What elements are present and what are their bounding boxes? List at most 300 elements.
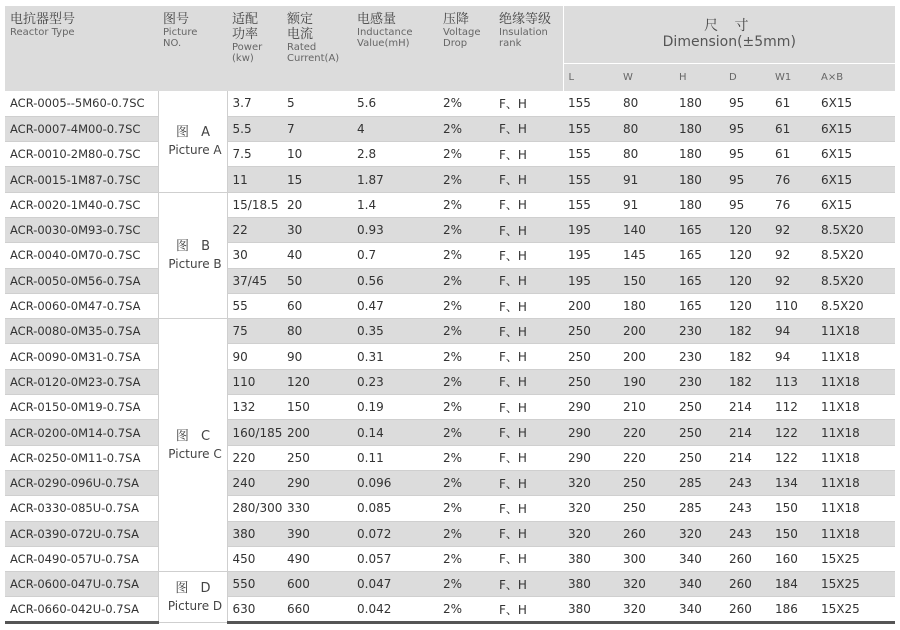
table-body — [5, 91, 895, 622]
cell-inductance: 0.14 — [352, 420, 438, 445]
cell-dim-w1: 76 — [770, 167, 816, 192]
cell-inductance: 1.87 — [352, 167, 438, 192]
cell-dim-d: 95 — [724, 116, 770, 141]
cell-inductance: 4 — [352, 116, 438, 141]
cell-power: 22 — [227, 217, 282, 242]
cell-voltage-drop: 2% — [438, 116, 494, 141]
cell-dim-h: 285 — [674, 496, 724, 521]
cell-dim-axb: 15X25 — [816, 597, 895, 622]
cell-inductance: 0.047 — [352, 572, 438, 597]
cell-dim-axb: 11X18 — [816, 395, 895, 420]
cell-voltage-drop: 2% — [438, 496, 494, 521]
cell-dim-d: 120 — [724, 268, 770, 293]
header-dim-axb: A×B — [816, 63, 895, 91]
cell-insulation: F、H — [494, 470, 563, 495]
cell-dim-axb: 8.5X20 — [816, 293, 895, 318]
cell-dim-w: 210 — [618, 395, 674, 420]
cell-dim-w: 220 — [618, 445, 674, 470]
cell-dim-l: 155 — [563, 116, 618, 141]
cell-dim-w1: 61 — [770, 142, 816, 167]
cell-dim-axb: 11X18 — [816, 344, 895, 369]
cell-dim-axb: 6X15 — [816, 192, 895, 217]
cell-model: ACR-0020-1M40-0.7SC — [5, 192, 158, 217]
cell-inductance: 0.23 — [352, 369, 438, 394]
cell-dim-w1: 150 — [770, 496, 816, 521]
cell-insulation: F、H — [494, 217, 563, 242]
cell-dim-w: 320 — [618, 597, 674, 622]
table-row — [5, 91, 895, 116]
cell-dim-d: 95 — [724, 91, 770, 116]
cell-dim-l: 155 — [563, 167, 618, 192]
cell-voltage-drop: 2% — [438, 243, 494, 268]
table-row — [5, 192, 895, 217]
cell-dim-w1: 184 — [770, 572, 816, 597]
cell-dim-l: 155 — [563, 142, 618, 167]
cell-dim-w: 80 — [618, 142, 674, 167]
cell-dim-d: 95 — [724, 142, 770, 167]
cell-dim-h: 180 — [674, 142, 724, 167]
cell-dim-d: 95 — [724, 167, 770, 192]
cell-dim-w: 140 — [618, 217, 674, 242]
cell-dim-w: 91 — [618, 167, 674, 192]
cell-insulation: F、H — [494, 521, 563, 546]
cell-dim-d: 182 — [724, 344, 770, 369]
cell-inductance: 0.19 — [352, 395, 438, 420]
cell-dim-l: 290 — [563, 420, 618, 445]
cell-model: ACR-0290-096U-0.7SA — [5, 470, 158, 495]
cell-voltage-drop: 2% — [438, 167, 494, 192]
cell-dim-axb: 15X25 — [816, 572, 895, 597]
cell-dim-w: 220 — [618, 420, 674, 445]
cell-dim-axb: 11X18 — [816, 445, 895, 470]
cell-voltage-drop: 2% — [438, 546, 494, 571]
cell-model: ACR-0660-042U-0.7SA — [5, 597, 158, 622]
cell-dim-w: 300 — [618, 546, 674, 571]
cell-dim-l: 290 — [563, 395, 618, 420]
cell-dim-w: 320 — [618, 572, 674, 597]
cell-dim-l: 380 — [563, 546, 618, 571]
header-picture: 图号 Picture NO. — [158, 6, 227, 91]
cell-voltage-drop: 2% — [438, 521, 494, 546]
cell-model: ACR-0040-0M70-0.7SC — [5, 243, 158, 268]
cell-inductance: 0.072 — [352, 521, 438, 546]
cell-voltage-drop: 2% — [438, 445, 494, 470]
cell-model: ACR-0030-0M93-0.7SC — [5, 217, 158, 242]
cell-power: 5.5 — [227, 116, 282, 141]
cell-dim-h: 230 — [674, 369, 724, 394]
table-row — [5, 142, 895, 167]
cell-current: 50 — [282, 268, 352, 293]
cell-dim-l: 195 — [563, 268, 618, 293]
cell-inductance: 0.7 — [352, 243, 438, 268]
header-dim-h: H — [674, 63, 724, 91]
cell-dim-w1: 160 — [770, 546, 816, 571]
cell-current: 200 — [282, 420, 352, 445]
cell-insulation: F、H — [494, 597, 563, 622]
cell-model: ACR-0005--5M60-0.7SC — [5, 91, 158, 116]
cell-dim-w1: 122 — [770, 445, 816, 470]
header-voltage-drop: 压降 Voltage Drop — [438, 6, 494, 91]
cell-dim-w: 145 — [618, 243, 674, 268]
cell-power: 630 — [227, 597, 282, 622]
cell-power: 160/185 — [227, 420, 282, 445]
table-row — [5, 597, 895, 622]
cell-current: 90 — [282, 344, 352, 369]
cell-dim-axb: 11X18 — [816, 496, 895, 521]
cell-power: 30 — [227, 243, 282, 268]
cell-insulation: F、H — [494, 344, 563, 369]
table-row — [5, 420, 895, 445]
cell-model: ACR-0490-057U-0.7SA — [5, 546, 158, 571]
cell-voltage-drop: 2% — [438, 572, 494, 597]
cell-power: 132 — [227, 395, 282, 420]
cell-model: ACR-0010-2M80-0.7SC — [5, 142, 158, 167]
cell-inductance: 0.35 — [352, 319, 438, 344]
cell-dim-w1: 113 — [770, 369, 816, 394]
cell-current: 30 — [282, 217, 352, 242]
cell-insulation: F、H — [494, 268, 563, 293]
cell-dim-l: 320 — [563, 521, 618, 546]
cell-voltage-drop: 2% — [438, 293, 494, 318]
table-row — [5, 167, 895, 192]
cell-insulation: F、H — [494, 293, 563, 318]
cell-dim-w1: 94 — [770, 319, 816, 344]
cell-dim-h: 340 — [674, 546, 724, 571]
cell-model: ACR-0050-0M56-0.7SA — [5, 268, 158, 293]
cell-power: 240 — [227, 470, 282, 495]
cell-dim-h: 250 — [674, 395, 724, 420]
cell-power: 55 — [227, 293, 282, 318]
cell-dim-w: 150 — [618, 268, 674, 293]
cell-model: ACR-0080-0M35-0.7SA — [5, 319, 158, 344]
cell-dim-w1: 61 — [770, 91, 816, 116]
picture-label-en: Picture B — [168, 257, 222, 272]
cell-current: 20 — [282, 192, 352, 217]
cell-dim-h: 285 — [674, 470, 724, 495]
picture-label-en: Picture D — [167, 598, 223, 613]
cell-dim-w1: 61 — [770, 116, 816, 141]
cell-dim-d: 214 — [724, 445, 770, 470]
cell-inductance: 0.11 — [352, 445, 438, 470]
cell-current: 490 — [282, 546, 352, 571]
cell-power: 15/18.5 — [227, 192, 282, 217]
cell-power: 75 — [227, 319, 282, 344]
cell-power: 7.5 — [227, 142, 282, 167]
cell-dim-w1: 186 — [770, 597, 816, 622]
cell-voltage-drop: 2% — [438, 395, 494, 420]
header-dim-l: L — [563, 63, 618, 91]
header-dim-w1: W1 — [770, 63, 816, 91]
cell-insulation: F、H — [494, 116, 563, 141]
cell-dim-l: 380 — [563, 572, 618, 597]
cell-picture — [158, 572, 227, 623]
cell-dim-d: 260 — [724, 572, 770, 597]
cell-model: ACR-0330-085U-0.7SA — [5, 496, 158, 521]
table-row — [5, 395, 895, 420]
cell-inductance: 1.4 — [352, 192, 438, 217]
cell-dim-d: 182 — [724, 369, 770, 394]
cell-dim-axb: 6X15 — [816, 116, 895, 141]
table-row — [5, 344, 895, 369]
cell-insulation: F、H — [494, 420, 563, 445]
cell-dim-h: 250 — [674, 445, 724, 470]
cell-dim-w: 260 — [618, 521, 674, 546]
cell-inductance: 0.057 — [352, 546, 438, 571]
cell-power: 11 — [227, 167, 282, 192]
cell-dim-w1: 76 — [770, 192, 816, 217]
table-row — [5, 470, 895, 495]
table-row — [5, 445, 895, 470]
cell-dim-h: 180 — [674, 192, 724, 217]
cell-insulation: F、H — [494, 572, 563, 597]
cell-dim-h: 320 — [674, 521, 724, 546]
cell-dim-h: 165 — [674, 217, 724, 242]
cell-dim-w1: 92 — [770, 217, 816, 242]
table-row — [5, 243, 895, 268]
cell-dim-w: 200 — [618, 344, 674, 369]
cell-dim-w: 91 — [618, 192, 674, 217]
table-row — [5, 521, 895, 546]
cell-dim-h: 180 — [674, 91, 724, 116]
cell-dim-w1: 122 — [770, 420, 816, 445]
cell-power: 220 — [227, 445, 282, 470]
cell-dim-w: 80 — [618, 91, 674, 116]
cell-current: 80 — [282, 319, 352, 344]
picture-label-zh: 图 D — [175, 580, 215, 596]
cell-dim-l: 290 — [563, 445, 618, 470]
cell-picture — [158, 319, 227, 572]
header-power: 适配 功率 Power (kw) — [227, 6, 282, 91]
cell-dim-l: 320 — [563, 470, 618, 495]
picture-label-zh: 图 B — [175, 239, 215, 255]
cell-dim-w: 250 — [618, 470, 674, 495]
reactor-spec-table — [5, 6, 895, 624]
cell-dim-d: 260 — [724, 546, 770, 571]
cell-power: 110 — [227, 369, 282, 394]
cell-dim-axb: 6X15 — [816, 91, 895, 116]
cell-insulation: F、H — [494, 142, 563, 167]
table-row — [5, 319, 895, 344]
cell-dim-h: 165 — [674, 293, 724, 318]
cell-dim-l: 250 — [563, 369, 618, 394]
cell-current: 660 — [282, 597, 352, 622]
cell-insulation: F、H — [494, 167, 563, 192]
cell-dim-w1: 134 — [770, 470, 816, 495]
cell-dim-d: 120 — [724, 293, 770, 318]
cell-dim-d: 120 — [724, 217, 770, 242]
cell-voltage-drop: 2% — [438, 192, 494, 217]
cell-dim-l: 250 — [563, 319, 618, 344]
cell-dim-axb: 8.5X20 — [816, 268, 895, 293]
cell-inductance: 0.56 — [352, 268, 438, 293]
cell-dim-l: 200 — [563, 293, 618, 318]
cell-dim-w: 190 — [618, 369, 674, 394]
header-inductance: 电感量 Inductance Value(mH) — [352, 6, 438, 91]
table-row — [5, 496, 895, 521]
cell-current: 40 — [282, 243, 352, 268]
cell-voltage-drop: 2% — [438, 369, 494, 394]
header-model: 电抗器型号 Reactor Type — [5, 6, 158, 91]
cell-inductance: 5.6 — [352, 91, 438, 116]
cell-insulation: F、H — [494, 91, 563, 116]
cell-dim-axb: 11X18 — [816, 470, 895, 495]
cell-dim-h: 340 — [674, 597, 724, 622]
cell-model: ACR-0007-4M00-0.7SC — [5, 116, 158, 141]
cell-voltage-drop: 2% — [438, 344, 494, 369]
cell-current: 290 — [282, 470, 352, 495]
cell-power: 550 — [227, 572, 282, 597]
cell-model: ACR-0600-047U-0.7SA — [5, 572, 158, 597]
cell-dim-w1: 92 — [770, 243, 816, 268]
cell-dim-h: 165 — [674, 243, 724, 268]
cell-dim-d: 214 — [724, 420, 770, 445]
cell-model: ACR-0120-0M23-0.7SA — [5, 369, 158, 394]
cell-dim-w: 80 — [618, 116, 674, 141]
cell-voltage-drop: 2% — [438, 597, 494, 622]
cell-model: ACR-0200-0M14-0.7SA — [5, 420, 158, 445]
cell-dim-l: 250 — [563, 344, 618, 369]
cell-dim-w: 180 — [618, 293, 674, 318]
cell-dim-axb: 11X18 — [816, 319, 895, 344]
cell-dim-d: 120 — [724, 243, 770, 268]
cell-inductance: 0.096 — [352, 470, 438, 495]
cell-dim-l: 320 — [563, 496, 618, 521]
cell-power: 37/45 — [227, 268, 282, 293]
cell-dim-axb: 11X18 — [816, 521, 895, 546]
cell-dim-axb: 15X25 — [816, 546, 895, 571]
cell-dim-axb: 6X15 — [816, 142, 895, 167]
cell-model: ACR-0060-0M47-0.7SA — [5, 293, 158, 318]
table-row — [5, 546, 895, 571]
cell-dim-l: 195 — [563, 243, 618, 268]
cell-power: 90 — [227, 344, 282, 369]
cell-dim-l: 155 — [563, 91, 618, 116]
cell-voltage-drop: 2% — [438, 142, 494, 167]
cell-voltage-drop: 2% — [438, 217, 494, 242]
cell-current: 150 — [282, 395, 352, 420]
cell-dim-d: 182 — [724, 319, 770, 344]
cell-current: 5 — [282, 91, 352, 116]
cell-dim-h: 230 — [674, 319, 724, 344]
cell-current: 10 — [282, 142, 352, 167]
table-row — [5, 572, 895, 597]
cell-dim-h: 180 — [674, 116, 724, 141]
cell-current: 7 — [282, 116, 352, 141]
cell-inductance: 0.085 — [352, 496, 438, 521]
table-row — [5, 116, 895, 141]
cell-inductance: 0.47 — [352, 293, 438, 318]
cell-insulation: F、H — [494, 496, 563, 521]
cell-dim-h: 165 — [674, 268, 724, 293]
cell-insulation: F、H — [494, 395, 563, 420]
header-dim-w: W — [618, 63, 674, 91]
cell-dim-l: 195 — [563, 217, 618, 242]
cell-dim-d: 243 — [724, 521, 770, 546]
cell-picture — [158, 91, 227, 192]
cell-dim-w1: 92 — [770, 268, 816, 293]
cell-dim-axb: 8.5X20 — [816, 243, 895, 268]
picture-label-zh: 图 C — [175, 429, 215, 445]
picture-label-en: Picture A — [168, 143, 222, 158]
cell-model: ACR-0250-0M11-0.7SA — [5, 445, 158, 470]
cell-inductance: 0.31 — [352, 344, 438, 369]
cell-insulation: F、H — [494, 546, 563, 571]
cell-dim-w1: 110 — [770, 293, 816, 318]
cell-dim-w: 250 — [618, 496, 674, 521]
cell-model: ACR-0015-1M87-0.7SC — [5, 167, 158, 192]
cell-dim-axb: 8.5X20 — [816, 217, 895, 242]
cell-current: 330 — [282, 496, 352, 521]
cell-dim-h: 250 — [674, 420, 724, 445]
picture-label-en: Picture C — [168, 447, 222, 462]
cell-dim-d: 243 — [724, 470, 770, 495]
cell-picture — [158, 192, 227, 318]
cell-voltage-drop: 2% — [438, 91, 494, 116]
header-dimension: 尺 寸 Dimension(±5mm) — [563, 6, 895, 63]
cell-current: 600 — [282, 572, 352, 597]
cell-inductance: 0.93 — [352, 217, 438, 242]
cell-inductance: 0.042 — [352, 597, 438, 622]
header-current: 额定 电流 Rated Current(A) — [282, 6, 352, 91]
cell-dim-l: 155 — [563, 192, 618, 217]
cell-dim-d: 243 — [724, 496, 770, 521]
cell-voltage-drop: 2% — [438, 420, 494, 445]
cell-current: 60 — [282, 293, 352, 318]
cell-power: 380 — [227, 521, 282, 546]
cell-dim-w1: 150 — [770, 521, 816, 546]
cell-dim-h: 230 — [674, 344, 724, 369]
cell-dim-axb: 11X18 — [816, 369, 895, 394]
cell-dim-w1: 94 — [770, 344, 816, 369]
cell-power: 3.7 — [227, 91, 282, 116]
cell-insulation: F、H — [494, 192, 563, 217]
cell-model: ACR-0150-0M19-0.7SA — [5, 395, 158, 420]
cell-current: 15 — [282, 167, 352, 192]
table-row — [5, 369, 895, 394]
cell-voltage-drop: 2% — [438, 470, 494, 495]
cell-dim-h: 340 — [674, 572, 724, 597]
cell-power: 280/300 — [227, 496, 282, 521]
cell-voltage-drop: 2% — [438, 268, 494, 293]
cell-model: ACR-0390-072U-0.7SA — [5, 521, 158, 546]
table-row — [5, 217, 895, 242]
picture-label-zh: 图 A — [175, 125, 215, 141]
cell-voltage-drop: 2% — [438, 319, 494, 344]
cell-dim-axb: 6X15 — [816, 167, 895, 192]
cell-dim-d: 214 — [724, 395, 770, 420]
cell-insulation: F、H — [494, 369, 563, 394]
header-insulation: 绝缘等级 Insulation rank — [494, 6, 563, 91]
cell-current: 250 — [282, 445, 352, 470]
cell-current: 390 — [282, 521, 352, 546]
cell-power: 450 — [227, 546, 282, 571]
cell-dim-axb: 11X18 — [816, 420, 895, 445]
table-row — [5, 293, 895, 318]
cell-dim-d: 260 — [724, 597, 770, 622]
header-dim-d: D — [724, 63, 770, 91]
cell-dim-h: 180 — [674, 167, 724, 192]
cell-dim-w: 200 — [618, 319, 674, 344]
cell-insulation: F、H — [494, 243, 563, 268]
cell-inductance: 2.8 — [352, 142, 438, 167]
cell-dim-d: 95 — [724, 192, 770, 217]
cell-current: 120 — [282, 369, 352, 394]
cell-model: ACR-0090-0M31-0.7SA — [5, 344, 158, 369]
cell-insulation: F、H — [494, 445, 563, 470]
table-row — [5, 268, 895, 293]
cell-dim-l: 380 — [563, 597, 618, 622]
cell-insulation: F、H — [494, 319, 563, 344]
